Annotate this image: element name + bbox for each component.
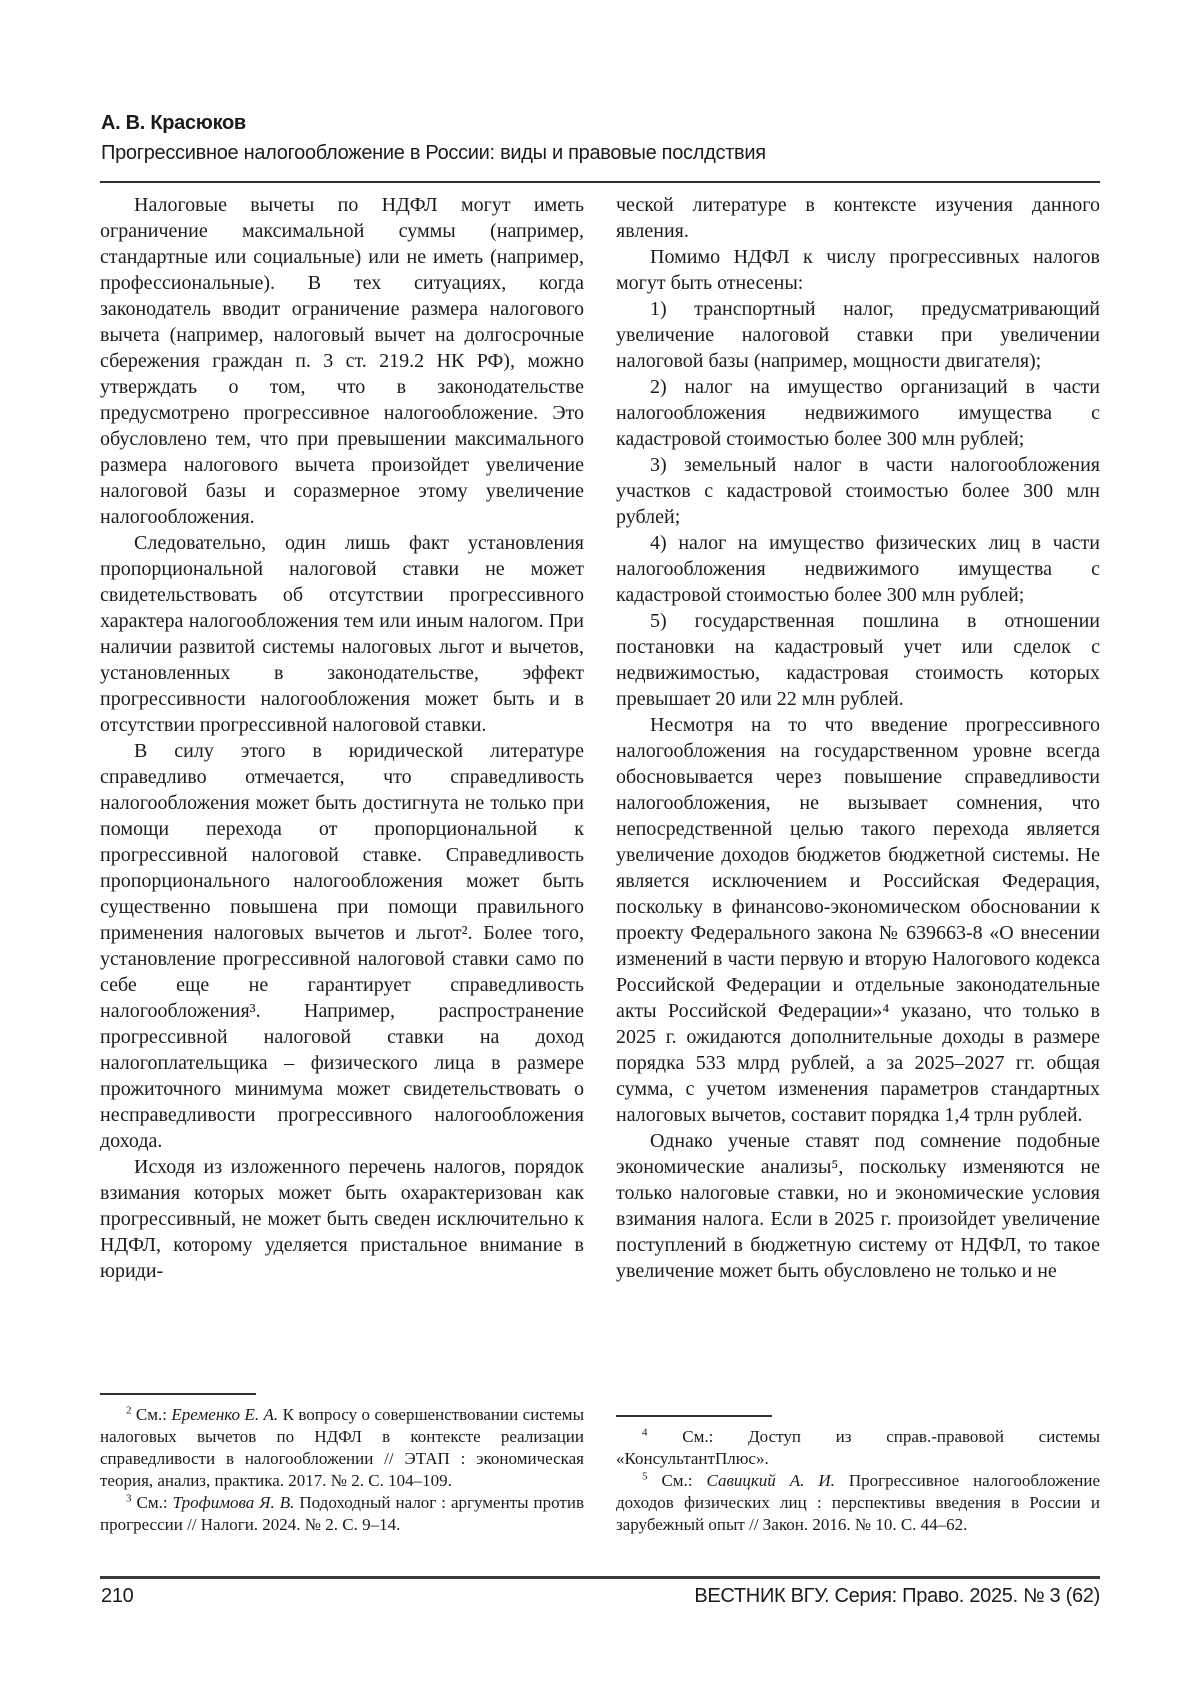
list-item: 1) транспортный налог, предусматривающий увеличение налоговой ставки при увеличении налоговой базы (например, мощности двигателя); (616, 298, 1100, 372)
footnote-marker: 3 (126, 1492, 132, 1505)
list-item: 5) государственная пошлина в отношении постановки на кадастровый учет или сделок с недвижимостью, кадастровая стоимость которых превышает 20 или 22 млн рублей. (616, 610, 1100, 710)
paragraph: В силу этого в юридической литературе справедливо отмечается, что справедливость налогообложения может быть достигнута не только при помощи перехода от пропорциональной к прогрессивной налоговой ставке. Справедливость пропорционального налогообложения может быть существенно повышена при помощи правильного применения налоговых вычетов и льгот². Более того, установление прогрессивной налоговой ставки само по себе еще не гарантирует справедливость налогообложения³. Например, распространение прогрессивной налоговой ставки на доход налогоплательщика – физического лица в размере прожиточного минимума может свидетельствовать о несправедливости прогрессивного налогообложения дохода. (100, 740, 584, 1152)
page-number: 210 (101, 1585, 134, 1607)
paragraph: Несмотря на то что введение прогрессивного налогообложения на государственном уровне всегда обосновывается через повышение справедливости налогообложения, не вызывает сомнения, что непосредственной целью такого перехода является увеличение доходов бюджетов бюджетной системы. Не является исключением и Российская Федерация, поскольку в финансово-экономическом обосновании к проекту Федерального закона № 639663-8 «О внесении изменений в части первую и вторую Налогового кодекса Российской Федерации и отдельные законодательные акты Российской Федерации»⁴ указано, что только в 2025 г. ожидаются дополнительные доходы в размере порядка 533 млрд рублей, а за 2025–2027 гг. общая сумма, с учетом изменения параметров стандартных налоговых вычетов, составит порядка 1,4 трлн рублей. (616, 714, 1100, 1126)
article-title: Прогрессивное налогообложение в России: виды и правовые послдствия (101, 142, 766, 164)
paragraph: Помимо НДФЛ к числу прогрессивных налогов могут быть отнесены: (616, 246, 1100, 294)
footnote-text: Доступ из справ.-правовой системы «КонсультантПлюс». (616, 1427, 1100, 1468)
footnote-marker: 5 (642, 1470, 648, 1483)
paragraph-continuation: ческой литературе в контексте изучения данного явления. (616, 194, 1100, 242)
footnote-see: См.: (136, 1493, 173, 1512)
paragraph: Однако ученые ставят под сомнение подобные экономические анализы⁵, поскольку изменяются не только налоговые ставки, но и экономические условия взимания налога. Если в 2025 г. произойдет увеличение поступлений в бюджетную систему от НДФЛ, то такое увеличение может быть обусловлено не только и не (616, 1130, 1100, 1282)
footnote-see: См.: (135, 1405, 172, 1424)
header-author: А. В. Красюков (101, 112, 246, 134)
footnote-text: К вопросу о совершенствовании системы налоговых вычетов по НДФЛ в контексте реализации справедливости в налогообложении // ЭТАП : экономическая теория, анализ, практика. 2017. № 2. С. 104–109. (100, 1405, 584, 1490)
footnote (100, 1404, 584, 1492)
footnotes-right (616, 1415, 1100, 1536)
paragraph: Исходя из изложенного перечень налогов, порядок взимания которых может быть охарактеризован как прогрессивный, не может быть сведен исключительно к НДФЛ, которому уделяется пристальное внимание в юриди- (100, 1156, 584, 1282)
footnote-text: Прогрессивное налогообложение доходов физических лиц : перспективы введения в России и зарубежный опыт // Закон. 2016. № 10. С. 44–62. (616, 1471, 1100, 1534)
article-body (100, 192, 1100, 1564)
footnote-see: См.: (661, 1471, 707, 1490)
footnote-author: Еременко Е. А. (171, 1405, 279, 1424)
footnotes-left (100, 1393, 584, 1536)
footnote-separator (616, 1415, 772, 1417)
footnote (616, 1426, 1100, 1470)
footnote (616, 1470, 1100, 1536)
footnote-separator (100, 1393, 256, 1395)
right-column (616, 192, 1100, 1564)
footnote-marker: 2 (126, 1404, 132, 1417)
footnote-see: См.: (682, 1427, 749, 1446)
left-column (100, 192, 584, 1564)
list-item: 3) земельный налог в части налогообложения участков с кадастровой стоимостью более 300 млн рублей; (616, 454, 1100, 528)
header-divider (100, 181, 1100, 183)
footnote-text: Подоходный налог : аргументы против прогрессии // Налоги. 2024. № 2. С. 9–14. (100, 1493, 584, 1534)
footnote-marker: 4 (642, 1426, 648, 1439)
footnote-author: Трофимова Я. В. (172, 1493, 295, 1512)
footer-divider (100, 1576, 1100, 1579)
journal-title: ВЕСТНИК ВГУ. Серия: Право. 2025. № 3 (62) (694, 1585, 1100, 1607)
footnote (100, 1492, 584, 1536)
paragraph: Следовательно, один лишь факт установления пропорциональной налоговой ставки не может свидетельствовать об отсутствии прогрессивного характера налогообложения тем или иным налогом. При наличии развитой системы налоговых льгот и вычетов, установленных в законодательстве, эффект прогрессивности налогообложения может быть и в отсутствии прогрессивной налоговой ставки. (100, 532, 584, 736)
paragraph: Налоговые вычеты по НДФЛ могут иметь ограничение максимальной суммы (например, стандартные или социальные) или не иметь (например, профессиональные). В тех ситуациях, когда законодатель вводит ограничение размера налогового вычета (например, налоговый вычет на долгосрочные сбережения граждан п. 3 ст. 219.2 НК РФ), можно утверждать о том, что в законодательстве предусмотрено прогрессивное налогообложение. Это обусловлено тем, что при превышении максимального размера налогового вычета произойдет увеличение налоговой базы и соразмерное этому увеличение налогообложения. (100, 194, 584, 528)
list-item: 2) налог на имущество организаций в части налогообложения недвижимого имущества с кадастровой стоимостью более 300 млн рублей; (616, 376, 1100, 450)
footnote-author: Савицкий А. И. (706, 1471, 835, 1490)
list-item: 4) налог на имущество физических лиц в части налогообложения недвижимого имущества с кадастровой стоимостью более 300 млн рублей; (616, 532, 1100, 606)
